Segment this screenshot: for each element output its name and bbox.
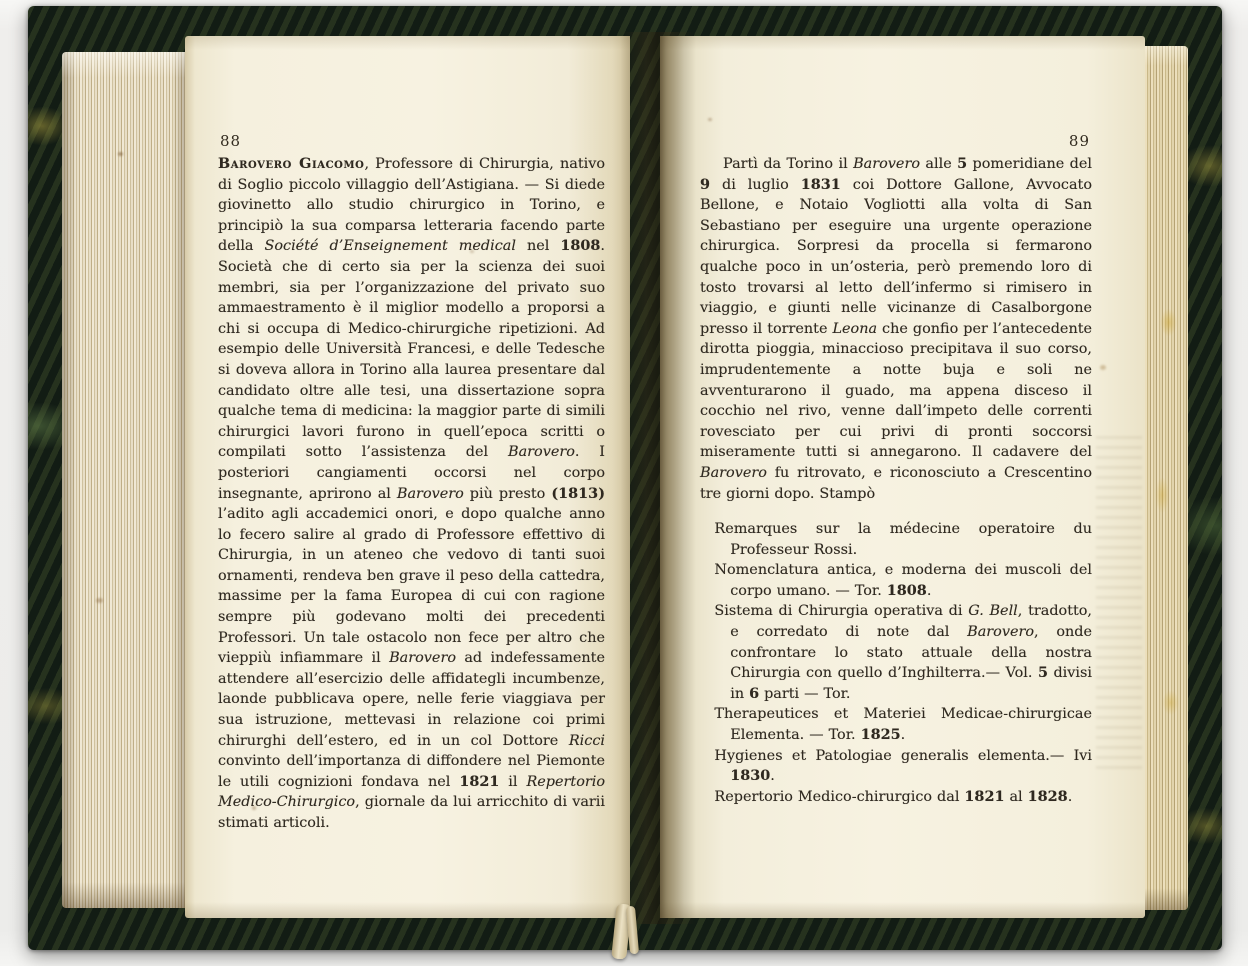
- bibliography-entry: Remarques sur la médecine operatoire du Professeur Rossi.: [714, 521, 1092, 558]
- foxing-spot: [118, 152, 123, 156]
- entry-paragraph: Barovero Giacomo, Professore di Chirurgia, nativo di Soglio piccolo villaggio dell’Astigiana. — Si diede giovinetto allo studio chirurgico in Torino, e principiò la sua comparsa letteraria facendo parte della Société d’Enseignement medical nel 1808. Società che di certo sia per la scienza dei suoi membri, sia per l’organizzazione del privato suo ammaestramento è il miglior modello a proporsi a chi si occupa di Medico-chirurgiche ripetizioni. Ad esempio delle Università Francesi, e delle Tedesche si doveva allora in Torino alla laurea presentare dal candidato oltre alle tesi, una dissertazione sopra qualche tema di medicina: la maggior parte di simili chirurgici lavori furono in quell’epoca scritti o compilati sotto l’assistenza del Barovero. I posteriori cangiamenti occorsi nel corpo insegnante, aprirono al Barovero più presto (1813) l’adito agli accademici onori, e dopo qualche anno lo fecero salire al grado di Professore effettivo di Chirurgia, in un ateneo che vedovo di tanti suoi ornamenti, rendeva ben grave il peso della cattedra, massime per la fama Europea di cui con ragione sempre più godevano molti dei precedenti Professori. Un tale ostacolo non fece per altro che vieppiù infiammare il Barovero ad indefessamente attendere all’esercizio delle affidategli incumbenze, laonde pubblicava opere, nelle ferie viaggiava per sua istruzione, mettevasi in relazione coi primi chirurghi dell’estero, ed in un col Dottore Ricci convinto dell’importanza di diffondere nel Piemonte le utili cognizioni fondava nel 1821 il Repertorio Medico-Chirurgico, giornale da lui arricchito di varii stimati articoli.: [218, 155, 606, 831]
- page-number-right: 89: [1068, 132, 1090, 150]
- bibliography-entry: Sistema di Chirurgia operativa di G. Bell, tradotto, e corredato di note dal Barovero, onde confrontare lo stato attuale della nostra Chirurgia con quello d’Inghilterra.— Vol. 5 divisi in 6 parti — Tor.: [714, 603, 1093, 702]
- bibliography-entry: Hygienes et Patologiae generalis elementa.— Ivi 1830.: [714, 747, 1092, 785]
- bookmark-strand: [626, 906, 639, 955]
- left-page: [185, 36, 630, 918]
- page-bleedthrough: [1096, 436, 1142, 776]
- foxing-spot: [96, 598, 103, 603]
- foxing-spot: [1100, 365, 1106, 370]
- foxing-spot: [252, 806, 256, 810]
- foxing-spot: [470, 250, 474, 253]
- right-page-text: [700, 154, 1092, 807]
- bibliography-list: [700, 519, 1092, 807]
- page-edges-right: [1145, 46, 1188, 910]
- right-page: [660, 36, 1145, 918]
- bibliography-entry: Therapeutices et Materiei Medicae-chirurgicae Elementa. — Tor. 1825.: [714, 706, 1092, 744]
- bibliography-entry: Repertorio Medico-chirurgico dal 1821 al 1828.: [714, 787, 1073, 805]
- bibliography-entry: Nomenclatura antica, e moderna dei muscoli del corpo umano. — Tor. 1808.: [714, 562, 1092, 599]
- page-edges-left: [62, 52, 185, 908]
- bookmark-ribbon: [610, 904, 646, 962]
- page-number-left: 88: [220, 132, 242, 150]
- book-cover-marbled: [28, 6, 1222, 950]
- biography-paragraph: Partì da Torino il Barovero alle 5 pomeridiane del 9 di luglio 1831 coi Dottore Gallone, Avvocato Bellone, e Notaio Vogliotti alla volta di San Sebastiano per eseguire una urgente operazione chirurgica. Sorpresi da procella si fermarono qualche poco in un’osteria, però premendo loro di tosto trovarsi al letto dell’infermo si rimisero in viaggio, e giunti nelle vicinanze di Casalborgone presso il torrente Leona che gonfio per l’antecedente dirotta pioggia, minaccioso precipitava il suo corso, imprudentemente a notte buja e soli ne avventurarono il guado, ma appena disceso il cocchio nel rivo, venne dall’impeto delle correnti rovesciato per cui privi di pronti soccorsi miseramente tutti si annegarono. Il cadavere del Barovero fu ritrovato, e riconosciuto a Crescentino tre giorni dopo. Stampò: [700, 155, 1093, 502]
- foxing-spot: [708, 118, 712, 121]
